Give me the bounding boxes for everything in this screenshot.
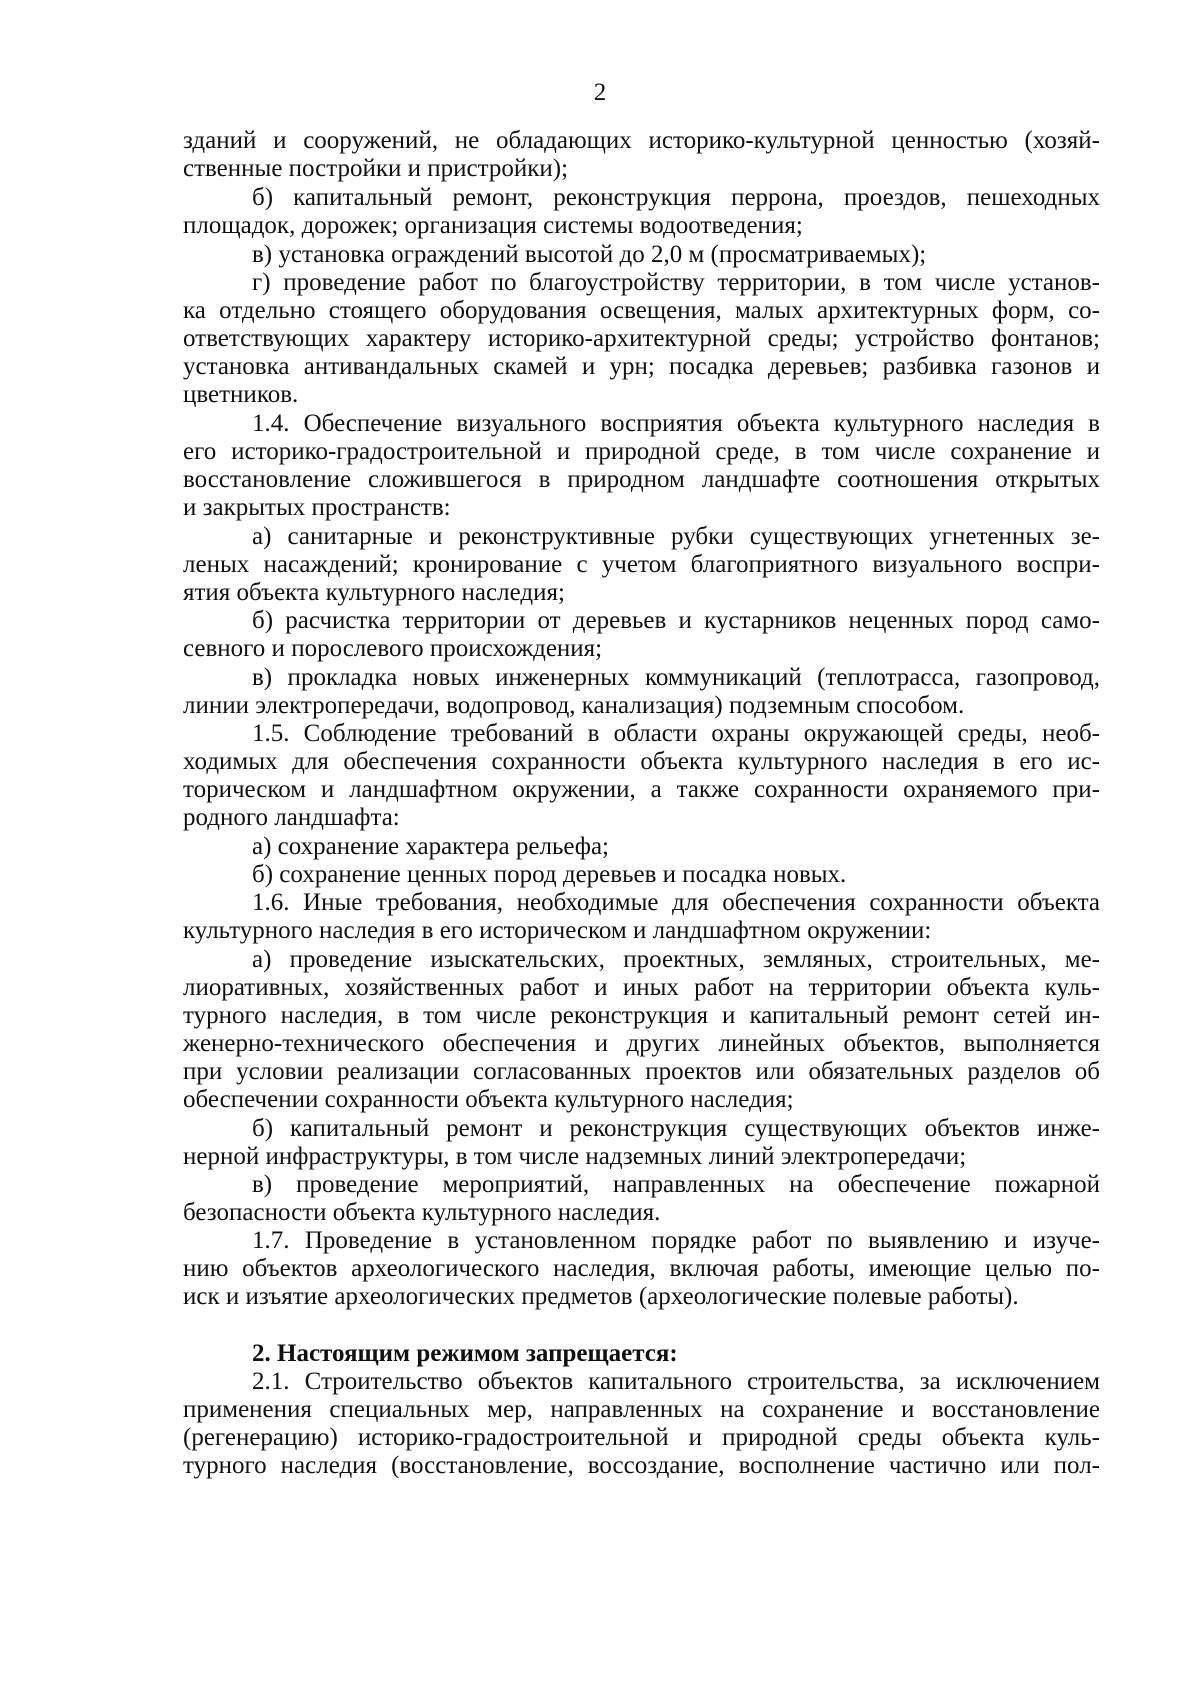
- text-line: в) прокладка новых инженерных коммуникаций (теплотрасса, газопровод,: [252, 664, 1100, 691]
- text-line: турного наследия (восстановление, воссоздание, восполнение частично или пол-: [183, 1452, 1100, 1479]
- text-line: в) проведение мероприятий, направленных на обеспечение пожарной: [252, 1171, 1100, 1198]
- text-line: (регенерацию) историко-градостроительной и природной среды объекта куль-: [183, 1424, 1100, 1451]
- text-line: а) сохранение характера рельефа;: [252, 833, 609, 860]
- text-line: обеспечении сохранности объекта культурного наследия;: [183, 1086, 794, 1113]
- text-line: а) проведение изыскательских, проектных, земляных, строительных, ме-: [252, 946, 1100, 973]
- text-line: 1.4. Обеспечение визуального восприятия объекта культурного наследия в: [252, 410, 1100, 437]
- text-line: б) капитальный ремонт и реконструкция существующих объектов инже-: [252, 1115, 1100, 1142]
- text-line: ходимых для обеспечения сохранности объекта культурного наследия в его ис-: [183, 748, 1100, 775]
- text-line: безопасности объекта культурного наследия.: [183, 1199, 661, 1226]
- text-line: в) установка ограждений высотой до 2,0 м (просматриваемых);: [252, 241, 927, 268]
- text-line: применения специальных мер, направленных на сохранение и восстановление: [183, 1396, 1100, 1423]
- text-line: его историко-градостроительной и природной среде, в том числе сохранение и: [183, 438, 1100, 465]
- text-line: ответствующих характеру историко-архитектурной среды; устройство фонтанов;: [183, 325, 1100, 352]
- text-line: севного и порослевого происхождения;: [183, 635, 603, 662]
- text-line: б) сохранение ценных пород деревьев и посадка новых.: [252, 861, 847, 888]
- text-line: торическом и ландшафтном окружении, а также сохранности охраняемого при-: [183, 776, 1100, 803]
- text-line: а) санитарные и реконструктивные рубки существующих угнетенных зе-: [252, 523, 1100, 550]
- text-line: 1.6. Иные требования, необходимые для обеспечения сохранности объекта: [252, 889, 1100, 916]
- section-heading: 2. Настоящим режимом запрещается:: [252, 1340, 678, 1367]
- text-line: при условии реализации согласованных проектов или обязательных разделов об: [183, 1058, 1100, 1085]
- text-line: родного ландшафта:: [183, 804, 400, 831]
- text-line: зданий и сооружений, не обладающих историко-культурной ценностью (хозяй-: [183, 127, 1100, 154]
- text-line: леных насаждений; кронирование с учетом благоприятного визуального воспри-: [183, 551, 1100, 578]
- text-line: иск и изъятие археологических предметов (археологические полевые работы).: [183, 1283, 1019, 1310]
- text-line: женерно-технического обеспечения и других линейных объектов, выполняется: [183, 1030, 1100, 1057]
- text-line: 2.1. Строительство объектов капитального строительства, за исключением: [252, 1368, 1100, 1395]
- text-line: ка отдельно стоящего оборудования освещения, малых архитектурных форм, со-: [183, 297, 1100, 324]
- text-line: лиоративных, хозяйственных работ и иных работ на территории объекта куль-: [183, 974, 1100, 1001]
- text-line: нию объектов археологического наследия, включая работы, имеющие целью по-: [183, 1255, 1100, 1282]
- text-line: турного наследия, в том числе реконструкция и капитальный ремонт сетей ин-: [183, 1002, 1100, 1029]
- text-line: площадок, дорожек; организация системы водоотведения;: [183, 212, 803, 239]
- text-line: линии электропередачи, водопровод, канализация) подземным способом.: [183, 692, 965, 719]
- text-line: цветников.: [183, 381, 299, 408]
- page-number: 2: [593, 79, 607, 106]
- text-line: нерной инфраструктуры, в том числе надземных линий электропередачи;: [183, 1143, 967, 1170]
- text-line: установка антивандальных скамей и урн; посадка деревьев; разбивка газонов и: [183, 353, 1100, 380]
- text-line: 1.7. Проведение в установленном порядке работ по выявлению и изуче-: [252, 1227, 1100, 1254]
- text-line: 1.5. Соблюдение требований в области охраны окружающей среды, необ-: [252, 720, 1100, 747]
- text-line: ятия объекта культурного наследия;: [183, 579, 565, 606]
- text-line: ственные постройки и пристройки);: [183, 155, 569, 182]
- text-line: б) расчистка территории от деревьев и кустарников неценных пород само-: [252, 607, 1100, 634]
- text-line: восстановление сложившегося в природном ландшафте соотношения открытых: [183, 466, 1100, 493]
- text-line: и закрытых пространств:: [183, 494, 451, 521]
- text-line: культурного наследия в его историческом и ландшафтном окружении:: [183, 917, 932, 944]
- text-line: г) проведение работ по благоустройству территории, в том числе установ-: [252, 269, 1100, 296]
- text-line: б) капитальный ремонт, реконструкция перрона, проездов, пешеходных: [252, 184, 1100, 211]
